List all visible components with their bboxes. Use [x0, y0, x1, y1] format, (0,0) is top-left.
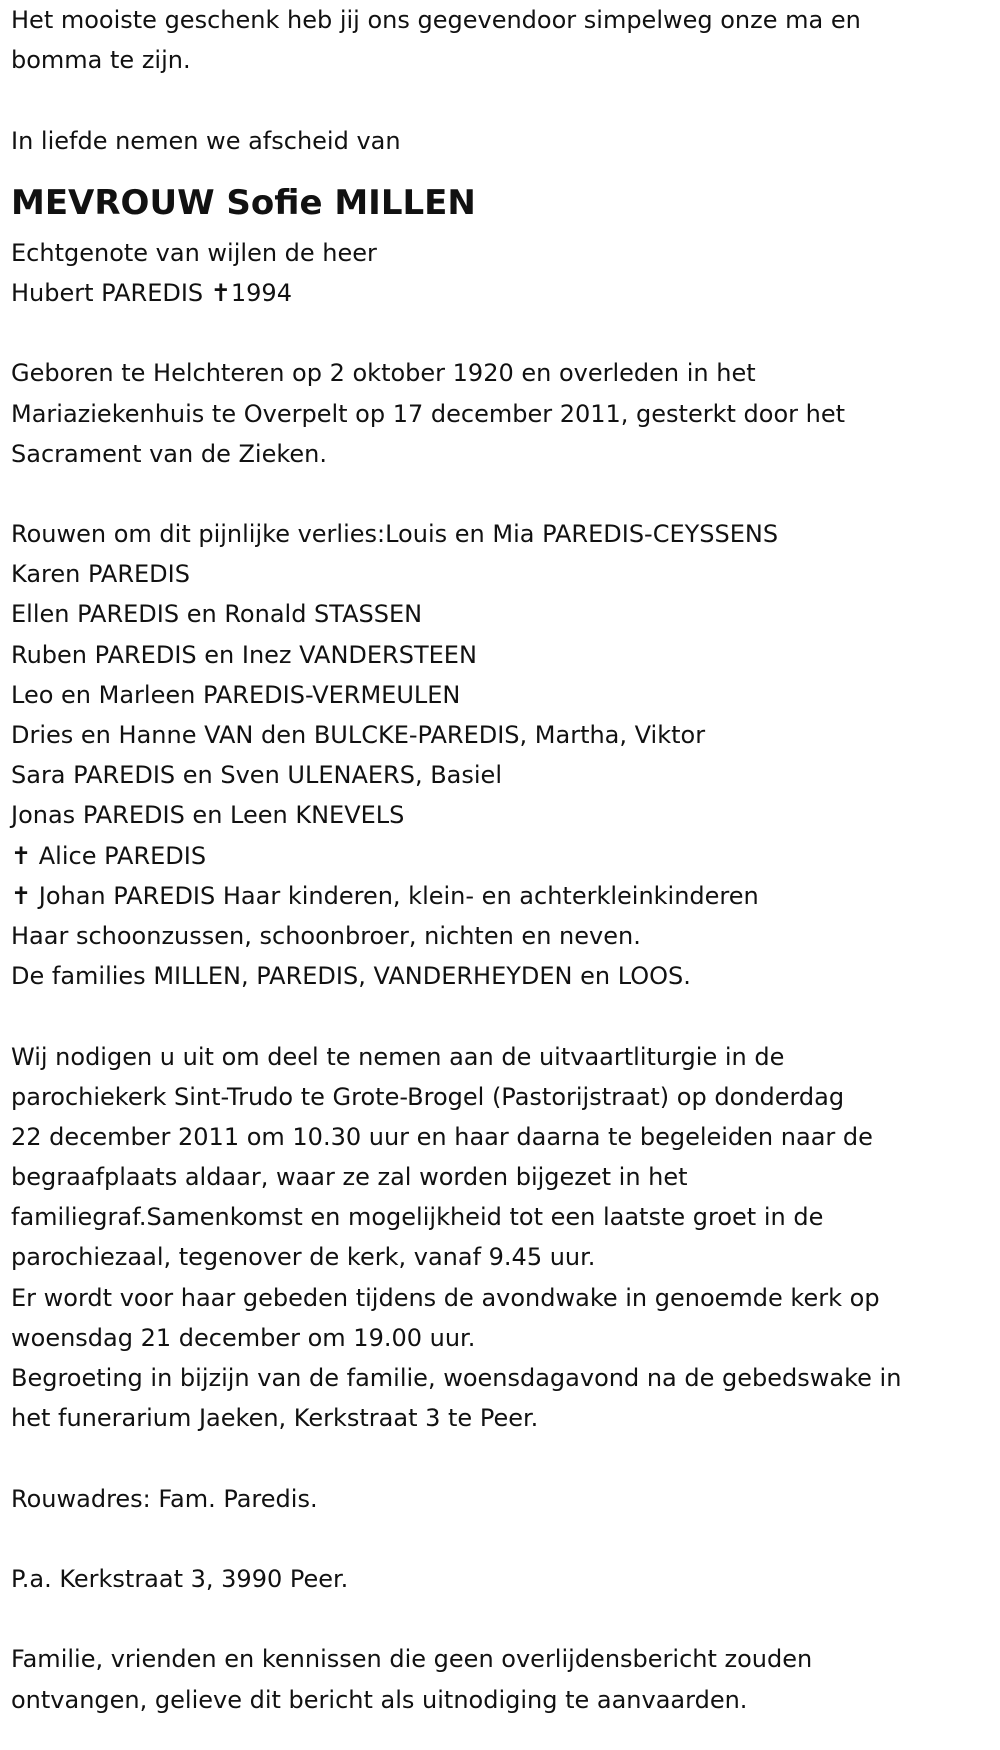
birth-death-line: Mariaziekenhuis te Overpelt op 17 december 2011, gesterkt door het [11, 399, 846, 428]
mourner-line: Dries en Hanne VAN den BULCKE-PAREDIS, Martha, Viktor [11, 721, 706, 749]
mourner-line: Sara PAREDIS en Sven ULENAERS, Basiel [11, 761, 502, 790]
mourners-list [11, 514, 991, 996]
invitation-line: begraafplaats aldaar, waar ze zal worden bijgezet in het [11, 1163, 688, 1192]
deceased-name: MEVROUW Sofie MILLEN [11, 182, 476, 223]
spouse-line: Hubert PAREDIS ✝1994 [11, 278, 292, 307]
invitation-line: Er wordt voor haar gebeden tijdens de avondwake in genoemde kerk op [11, 1283, 880, 1312]
mourner-line: Leo en Marleen PAREDIS-VERMEULEN [11, 680, 461, 709]
invitation-line: familiegraf.Samenkomst en mogelijkheid tot een laatste groet in de [11, 1203, 824, 1232]
mourner-line: Jonas PAREDIS en Leen KNEVELS [11, 801, 405, 830]
obituary-notice [11, 0, 991, 1720]
invitation-line: Begroeting in bijzijn van de familie, woensdagavond na de gebedswake in [11, 1364, 902, 1392]
mourner-line: Haar schoonzussen, schoonbroer, nichten en neven. [11, 921, 641, 950]
birth-death-line: Geboren te Helchteren op 2 oktober 1920 en overleden in het [11, 359, 756, 388]
paragraph-gap [11, 1519, 991, 1559]
closing-paragraph [11, 1639, 991, 1719]
intro-paragraph [11, 0, 991, 80]
closing-line: Familie, vrienden en kennissen die geen overlijdensbericht zouden [11, 1645, 813, 1674]
farewell-line: In liefde nemen we afscheid van [11, 126, 401, 155]
intro-line: Het mooiste geschenk heb jij ons gegevendoor simpelweg onze ma en [11, 6, 861, 34]
paragraph-gap [11, 996, 991, 1036]
invitation-line: Wij nodigen u uit om deel te nemen aan de uitvaartliturgie in de [11, 1042, 785, 1071]
invitation-line: parochiekerk Sint-Trudo te Grote-Brogel (Pastorijstraat) op donderdag [11, 1082, 845, 1111]
mourner-line: Karen PAREDIS [11, 560, 190, 589]
paragraph-gap [11, 313, 991, 353]
mourning-address: Rouwadres: Fam. Paredis. [11, 1484, 318, 1513]
paragraph-gap [11, 474, 991, 514]
spouse-line: Echtgenote van wijlen de heer [11, 238, 377, 267]
mourner-line: De families MILLEN, PAREDIS, VANDERHEYDEN en LOOS. [11, 962, 691, 991]
mourner-line: Ellen PAREDIS en Ronald STASSEN [11, 600, 423, 629]
paragraph-gap [11, 1438, 991, 1478]
birth-death-paragraph [11, 353, 991, 474]
invitation-line: het funerarium Jaeken, Kerkstraat 3 te Peer. [11, 1404, 539, 1433]
mourner-line: Ruben PAREDIS en Inez VANDERSTEEN [11, 640, 477, 669]
paragraph-gap [11, 1599, 991, 1639]
mourner-line: Rouwen om dit pijnlijke verlies:Louis en Mia PAREDIS-CEYSSENS [11, 520, 779, 549]
birth-death-line: Sacrament van de Zieken. [11, 439, 328, 468]
mourner-line: ✝ Johan PAREDIS Haar kinderen, klein- en achterkleinkinderen [11, 881, 759, 910]
paragraph-gap [11, 80, 991, 120]
invitation-line: 22 december 2011 om 10.30 uur en haar daarna te begeleiden naar de [11, 1122, 873, 1151]
spouse-paragraph [11, 233, 991, 313]
mourner-line: ✝ Alice PAREDIS [11, 841, 207, 870]
invitation-line: woensdag 21 december om 19.00 uur. [11, 1323, 476, 1352]
invitation-line: parochiezaal, tegenover de kerk, vanaf 9.45 uur. [11, 1243, 596, 1272]
intro-line: bomma te zijn. [11, 46, 191, 75]
closing-line: ontvangen, gelieve dit bericht als uitnodiging te aanvaarden. [11, 1685, 748, 1714]
invitation-paragraph [11, 1037, 991, 1439]
postal-address: P.a. Kerkstraat 3, 3990 Peer. [11, 1564, 349, 1593]
